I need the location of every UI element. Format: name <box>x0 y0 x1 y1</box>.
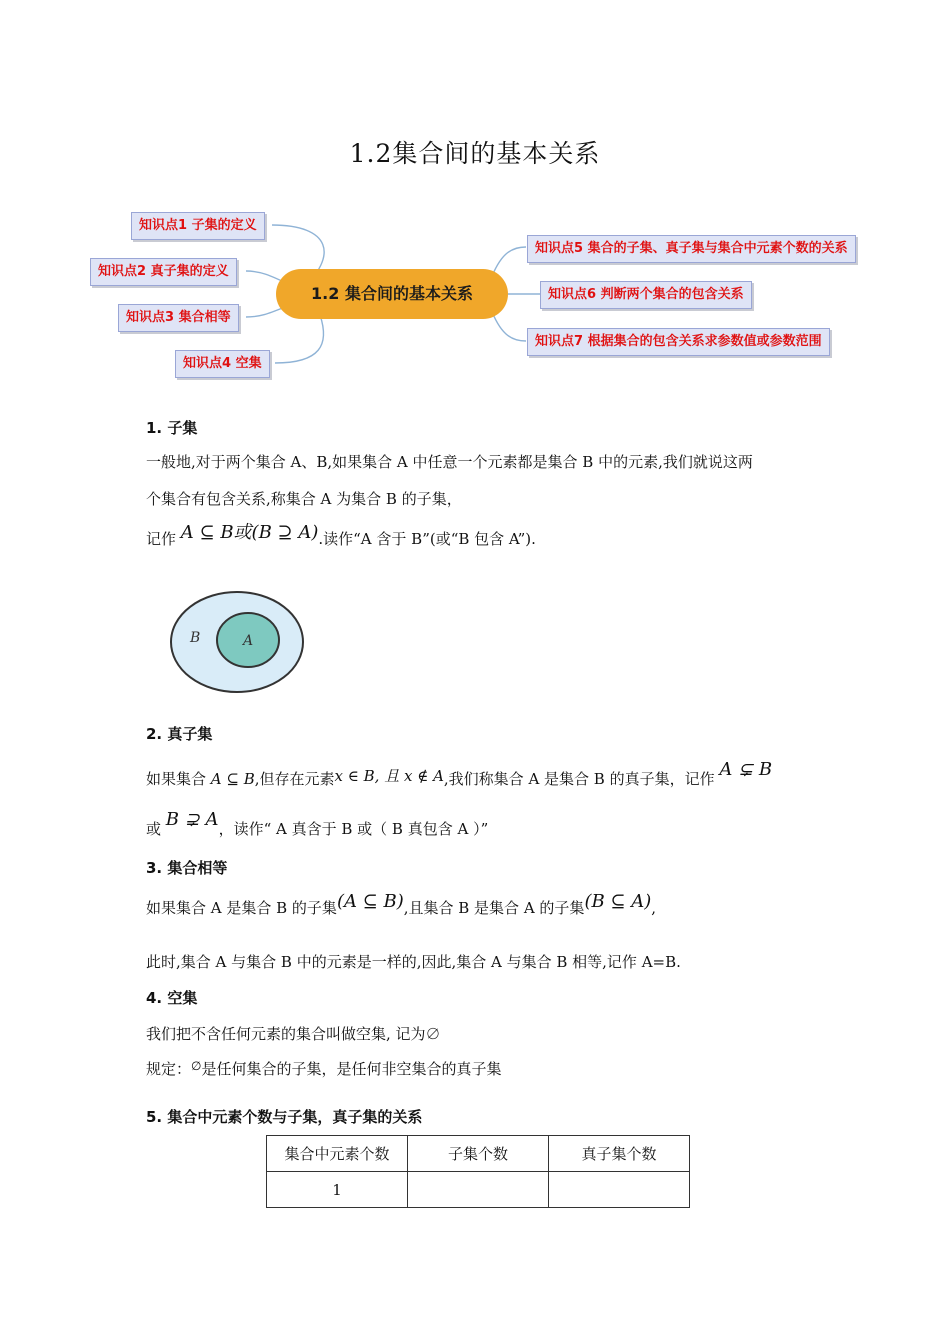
page-title: 1.2集合间的基本关系 <box>349 139 601 168</box>
formula-a-subset-b: A ⊆ B <box>210 770 255 788</box>
mindmap-node-2: 知识点2 真子集的定义 <box>90 258 237 286</box>
subset-formula: A ⊆ B或(B ⊇ A) <box>180 522 319 543</box>
mindmap-center: 1.2 集合间的基本关系 <box>276 269 508 319</box>
section-heading-proper-subset: 2. 真子集 <box>146 725 213 743</box>
proper-subset-line2 <box>146 809 489 839</box>
subset-definition-line1: 一般地,对于两个集合 A、B,如果集合 A 中任意一个元素都是集合 B 中的元素,我们就说这两 <box>146 453 753 471</box>
section-heading-empty-set: 4. 空集 <box>146 989 198 1007</box>
empty-set-line2 <box>146 1058 501 1079</box>
proper-subset-line1 <box>146 759 773 789</box>
count-table <box>266 1135 690 1208</box>
text-segment: 是任何集合的子集，是任何非空集合的真子集 <box>201 1060 502 1078</box>
mindmap-node-1: 知识点1 子集的定义 <box>131 212 265 240</box>
venn-diagram <box>168 588 306 696</box>
notation-prefix: 记作 <box>146 530 177 548</box>
formula-a-subset-b-paren: (A ⊆ B) <box>336 891 404 912</box>
mindmap-node-3: 知识点3 集合相等 <box>118 304 239 332</box>
table-header-cell: 集合中元素个数 <box>267 1136 408 1172</box>
table-header-cell: 子集个数 <box>408 1136 549 1172</box>
equal-sets-line1 <box>146 891 657 918</box>
table-cell <box>408 1172 549 1208</box>
table-header-row <box>267 1136 690 1172</box>
formula-b-subset-a-paren: (B ⊆ A) <box>584 891 652 912</box>
venn-outer-label: B <box>190 630 201 646</box>
section-heading-equal-sets: 3. 集合相等 <box>146 859 228 877</box>
mindmap-node-5: 知识点5 集合的子集、真子集与集合中元素个数的关系 <box>527 235 856 263</box>
venn-inner-label: A <box>243 633 254 649</box>
subset-definition-line2: 个集合有包含关系,称集合 A 为集合 B 的子集， <box>146 490 462 508</box>
formula-proper-subset: A ⊊ B <box>719 759 773 780</box>
mindmap-node-4: 知识点4 空集 <box>175 350 270 378</box>
empty-set-line1: 我们把不含任何元素的集合叫做空集, 记为∅ <box>146 1025 441 1043</box>
mind-map <box>0 195 950 395</box>
table-cell: 1 <box>267 1172 408 1208</box>
formula-proper-superset: B ⊋ A <box>165 809 219 830</box>
text-segment: ,但存在元素 <box>254 770 335 788</box>
section-heading-subset: 1. 子集 <box>146 419 198 437</box>
text-segment: 如果集合 <box>146 770 207 788</box>
text-segment: , <box>651 899 657 917</box>
notation-reading: .读作“A 含于 B”(或“B 包含 A”). <box>318 530 536 548</box>
mindmap-node-7: 知识点7 根据集合的包含关系求参数值或参数范围 <box>527 328 830 356</box>
equal-sets-line2: 此时,集合 A 与集合 B 中的元素是一样的,因此,集合 A 与集合 B 相等,记作 A=B. <box>146 953 681 971</box>
subset-notation-line <box>146 524 536 550</box>
mindmap-node-6: 知识点6 判断两个集合的包含关系 <box>540 281 752 309</box>
table-header-cell: 真子集个数 <box>549 1136 690 1172</box>
table-cell <box>549 1172 690 1208</box>
empty-set-symbol: ∅ <box>191 1059 202 1073</box>
text-segment: 如果集合 A 是集合 B 的子集 <box>146 899 337 917</box>
text-segment: ，读作“ A 真含于 B 或（ B 真包含 A ）” <box>218 820 489 838</box>
connector-4 <box>275 315 324 363</box>
table-row <box>267 1172 690 1208</box>
section-heading-count-relation: 5. 集合中元素个数与子集，真子集的关系 <box>146 1108 423 1126</box>
formula-x-in-b: x ∈ B, 且 x ∉ A <box>334 767 444 785</box>
text-segment: 或 <box>146 820 162 838</box>
text-segment: ,我们称集合 A 是集合 B 的真子集，记作 <box>443 770 715 788</box>
text-segment: ,且集合 B 是集合 A 的子集 <box>403 899 585 917</box>
text-segment: 规定： <box>146 1060 192 1078</box>
